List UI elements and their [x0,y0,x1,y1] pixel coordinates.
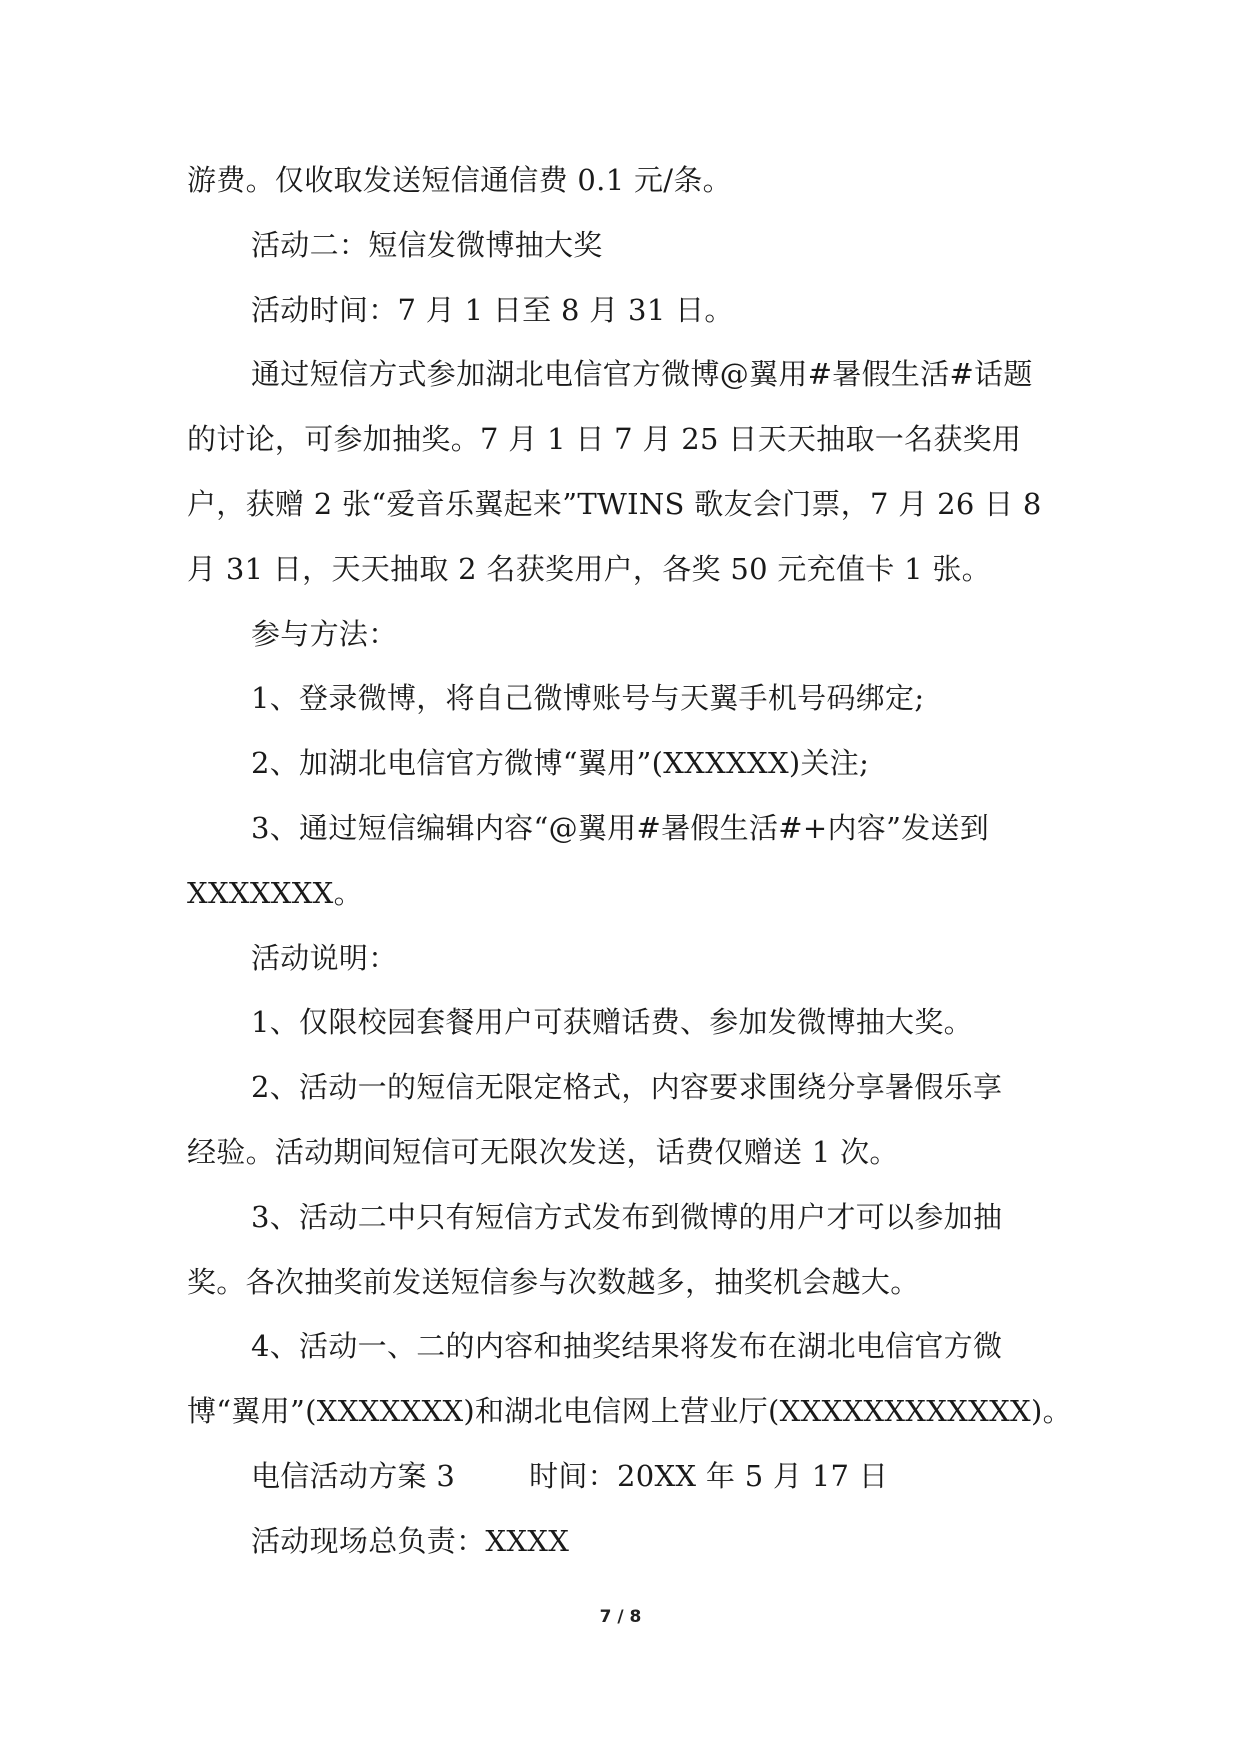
section-heading: 活动二：短信发微博抽大奖 [251,227,603,262]
plan-title: 电信活动方案 3 [251,1458,456,1493]
document-body [187,148,1072,1574]
page-number: 7 / 8 [599,1607,642,1627]
plan-time: 时间：20XX 年 5 月 17 日 [529,1458,889,1493]
paragraph-line: 游费。仅收取发送短信通信费 0.1 元/条。 [187,163,732,197]
paragraph-line: 月 31 日，天天抽取 2 名获奖用户，各奖 50 元充值卡 1 张。 [187,551,991,586]
list-item: 1、仅限校园套餐用户可获赠话费、参加发微博抽大奖。 [251,1005,973,1040]
list-item: 3、活动二中只有短信方式发布到微博的用户才可以参加抽 [251,1199,1003,1234]
list-item-continuation: 奖。各次抽奖前发送短信参与次数越多，抽奖机会越大。 [187,1264,920,1299]
list-item: 3、通过短信编辑内容“@翼用#暑假生活#+内容”发送到 [251,810,990,845]
list-item-continuation: XXXXXXX。 [187,875,363,910]
paragraph-line: 的讨论，可参加抽奖。7 月 1 日 7 月 25 日天天抽取一名获奖用 [187,422,1022,457]
site-manager: 活动现场总负责：XXXX [251,1523,570,1558]
list-item-continuation: 经验。活动期间短信可无限次发送，话费仅赠送 1 次。 [187,1134,899,1169]
list-item-continuation: 博“翼用”(XXXXXXX)和湖北电信网上营业厅(XXXXXXXXXXXX)。 [187,1394,1072,1429]
paragraph-line: 户，获赠 2 张“爱音乐翼起来”TWINS 歌友会门票，7 月 26 日 8 [187,486,1042,521]
list-item: 1、登录微博，将自己微博账号与天翼手机号码绑定; [251,681,925,716]
section-heading: 活动说明： [251,940,398,975]
paragraph-line: 活动时间：7 月 1 日至 8 月 31 日。 [251,292,734,327]
list-item: 4、活动一、二的内容和抽奖结果将发布在湖北电信官方微 [251,1329,1003,1364]
section-heading: 参与方法： [251,616,398,651]
list-item: 2、加湖北电信官方微博“翼用”(XXXXXX)关注; [251,746,870,781]
plan-title-line [187,1444,1057,1509]
list-item: 2、活动一的短信无限定格式，内容要求围绕分享暑假乐享 [251,1070,1003,1105]
paragraph-line: 通过短信方式参加湖北电信官方微博@翼用#暑假生活#话题 [251,357,1033,392]
